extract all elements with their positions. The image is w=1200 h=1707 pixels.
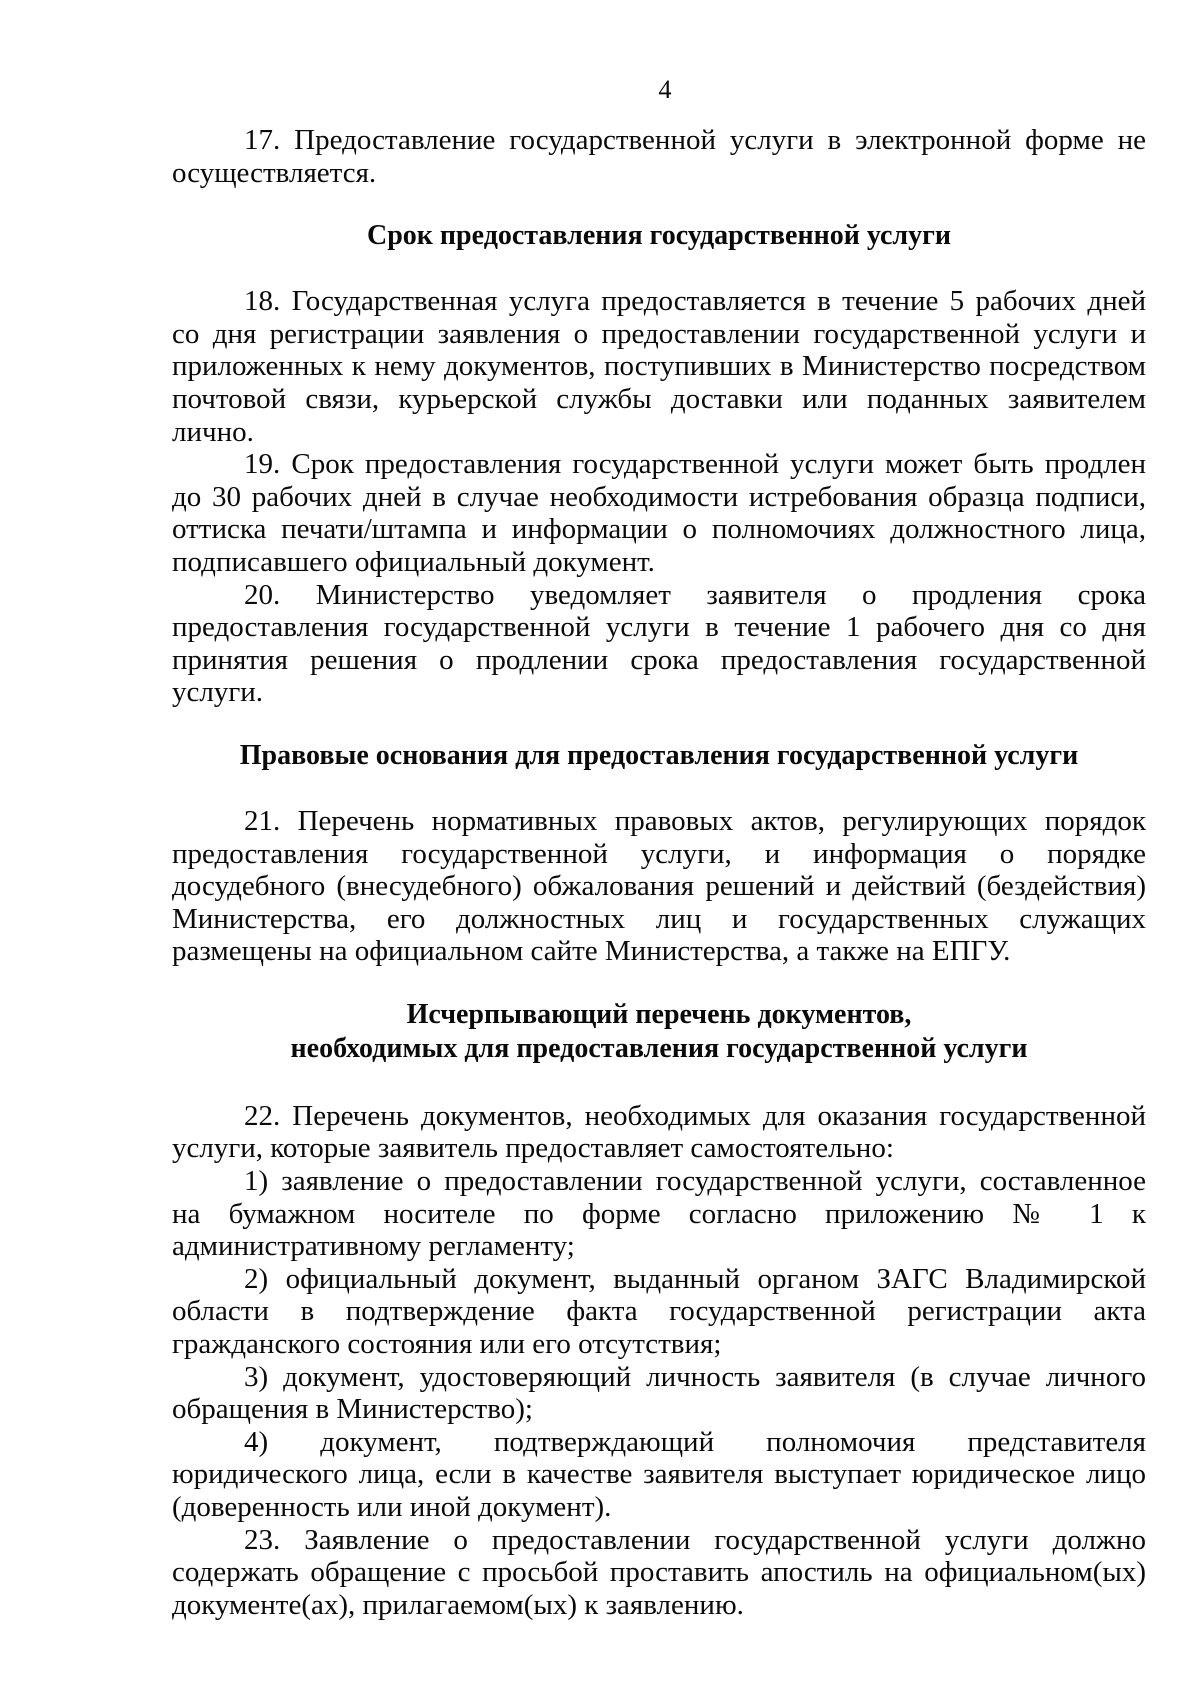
section-heading-documents-line-1: Исчерпывающий перечень документов, [406, 998, 912, 1030]
section-heading-legal-basis: Правовые основания для предоставления государственной услуги [239, 739, 1079, 771]
list-item-22-1: 1) заявление о предоставлении государственной услуги, составленное на бумажном носителе по форме согласно приложению № 1 к административному регламенту; [172, 1165, 1146, 1263]
list-item-22-3: 3) документ, удостоверяющий личность заявителя (в случае личного обращения в Министерство); [172, 1360, 1146, 1426]
list-item-22-2: 2) официальный документ, выданный органом ЗАГС Владимирской области в подтверждение факта государственной регистрации акта гражданского состояния или его отсутствия; [172, 1262, 1146, 1361]
paragraph-22: 22. Перечень документов, необходимых для оказания государственной услуги, которые заявитель предоставляет самостоятельно: [172, 1099, 1146, 1165]
paragraph-21: 21. Перечень нормативных правовых актов, регулирующих порядок предоставления государственной услуги, и информация о порядке досудебного (внесудебного) обжалования решений и действий (бездействия) Министерства, его должностных лиц и государственных служащих размещены на официальном сайте Министерства, а также на ЕПГУ. [172, 804, 1146, 968]
section-heading-documents-line-2: необходимых для предоставления государственной услуги [290, 1032, 1028, 1064]
section-heading-term: Срок предоставления государственной услуги [367, 220, 951, 252]
paragraph-19: 19. Срок предоставления государственной услуги может быть продлен до 30 рабочих дней в случае необходимости истребования образца подписи, оттиска печати/штампа и информации о полномочиях должностного лица, подписавшего официальный документ. [172, 448, 1146, 578]
list-item-22-4: 4) документ, подтверждающий полномочия представителя юридического лица, если в качестве заявителя выступает юридическое лицо (доверенность или иной документ). [172, 1425, 1146, 1523]
paragraph-20: 20. Министерство уведомляет заявителя о продления срока предоставления государственной услуги в течение 1 рабочего дня со дня принятия решения о продлении срока предоставления государственной услуги. [172, 578, 1146, 709]
section-heading-documents [172, 998, 1146, 1066]
document-page [172, 70, 1146, 1621]
paragraph-17: 17. Предоставление государственной услуги в электронной форме не осуществляется. [172, 124, 1146, 189]
paragraph-23: 23. Заявление о предоставлении государственной услуги должно содержать обращение с просьбой проставить апостиль на официальном(ых) документе(ах), прилагаемом(ых) к заявлению. [172, 1523, 1146, 1621]
page-number: 4 [658, 75, 672, 104]
paragraph-18: 18. Государственная услуга предоставляется в течение 5 рабочих дней со дня регистрации заявления о предоставлении государственной услуги и приложенных к нему документов, поступивших в Министерство посредством почтовой связи, курьерской службы доставки или поданных заявителем лично. [172, 285, 1146, 448]
